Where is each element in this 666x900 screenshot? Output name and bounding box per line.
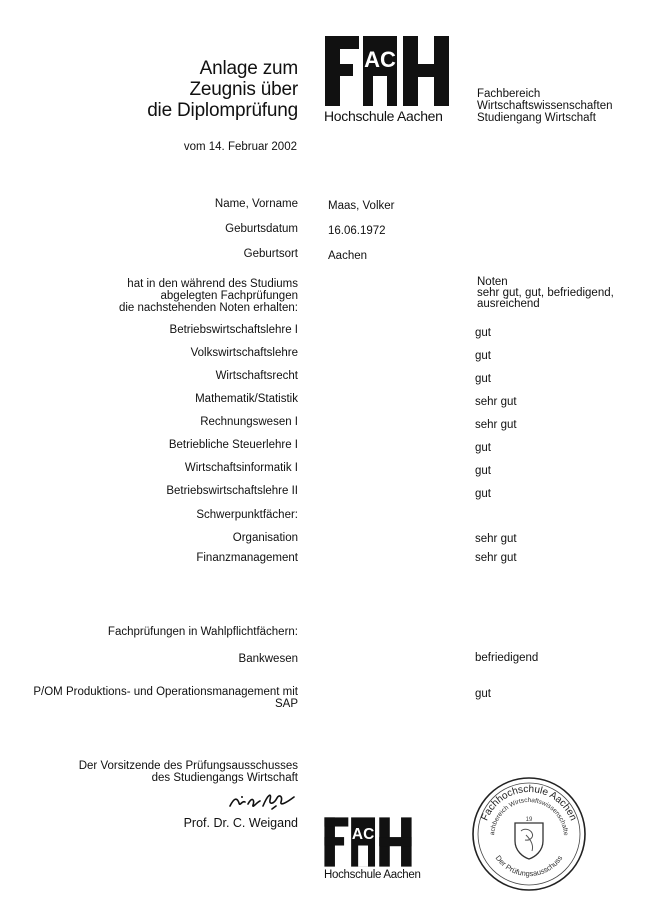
department-block [477,88,613,124]
seal-icon [470,775,588,893]
focus-label: Finanzmanagement [196,552,298,564]
subject-label: Volkswirtschaftslehre [190,347,298,359]
committee-line: Der Vorsitzende des Prüfungsausschusses [78,760,298,772]
elective-grade: gut [475,688,491,700]
birthdate-label: Geburtsdatum [225,223,298,235]
fach-logo-icon [323,36,451,106]
department-line: Wirtschaftswissenschaften [477,100,613,112]
subject-label: Mathematik/Statistik [195,393,298,405]
name-value: Maas, Volker [328,200,395,212]
subject-grade: gut [475,465,491,477]
subject-label: Betriebswirtschaftslehre I [169,324,298,336]
subject-grade: gut [475,442,491,454]
department-line: Fachbereich [477,88,541,100]
elective-label-line: SAP [274,698,298,710]
issue-date: vom 14. Februar 2002 [183,141,297,153]
svg-text:Fachbereich Wirtschaftswissens: achbereich Wirtschaftswissenschafte [489,796,570,836]
signatory-name: Prof. Dr. C. Weigand [183,816,298,830]
name-label: Name, Vorname [214,198,298,210]
elective-label [33,686,298,710]
electives-heading: Fachprüfungen in Wahlpflichtfächern: [107,626,298,638]
intro-text [119,278,298,314]
focus-label: Organisation [232,532,298,544]
committee-chair [79,760,298,784]
svg-text:AC: AC [351,826,375,844]
birthplace-label: Geburtsort [243,248,298,260]
elective-label: Bankwesen [238,653,298,665]
subject-grade: gut [475,327,491,339]
svg-text:Der Prüfungsausschuss: Der Prüfungsausschuss [493,853,565,879]
intro-line: die nachstehenden Noten erhalten: [118,302,298,314]
subject-label: Betriebswirtschaftslehre II [166,485,298,497]
title-line: die Diplomprüfung [147,100,298,121]
subject-grade: gut [475,373,491,385]
title-line: Zeugnis über [189,79,298,100]
elective-grade: befriedigend [475,652,539,664]
grade-scale-line: sehr gut, gut, befriedigend, [477,287,614,299]
svg-text:Fachhochschule Aachen: Fachhochschule Aachen [479,783,579,823]
focus-grade: sehr gut [475,533,517,545]
logo-caption: Hochschule Aachen [324,108,443,124]
grade-scale [477,277,614,310]
subject-label: Wirtschaftsinformatik I [184,462,298,474]
subject-grade: sehr gut [475,419,517,431]
logo-caption-bottom: Hochschule Aachen [324,869,421,881]
document-title [147,58,298,121]
focus-heading: Schwerpunktfächer: [196,509,298,521]
birthplace-value: Aachen [328,250,368,262]
committee-line: des Studiengangs Wirtschaft [151,772,298,784]
subject-grade: gut [475,350,491,362]
department-line: Studiengang Wirtschaft [477,112,596,124]
official-stamp [470,775,588,898]
intro-line: abgelegten Fachprüfungen [160,290,298,302]
handwritten-signature [228,788,300,819]
elective-label-line: P/OM Produktions- und Operationsmanagement mit [33,686,298,698]
subject-grade: gut [475,488,491,500]
subject-grade: sehr gut [475,396,517,408]
subject-label: Betriebliche Steuerlehre I [168,439,298,451]
svg-text:19: 19 [525,817,533,823]
grade-scale-line: ausreichend [477,298,540,310]
university-logo-bottom [323,816,413,868]
birthdate-value: 16.06.1972 [328,225,386,237]
title-line: Anlage zum [199,58,298,79]
focus-grade: sehr gut [475,552,517,564]
fach-logo-icon [323,816,413,868]
subject-label: Wirtschaftsrecht [215,370,298,382]
university-logo [323,36,451,106]
grade-scale-line: Noten [477,276,508,288]
subject-label: Rechnungswesen I [200,416,298,428]
svg-text:AC: AC [364,47,396,72]
intro-line: hat in den während des Studiums [127,278,298,290]
